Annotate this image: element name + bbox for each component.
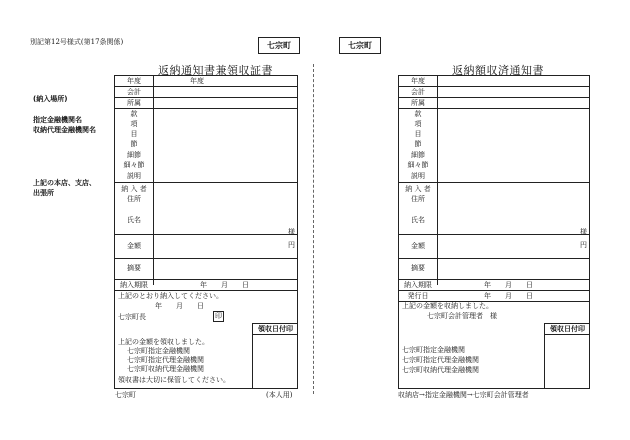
keep-receipt-notice: 領収書は大切に保管してください。 [118, 376, 230, 384]
name-label: 氏名 [127, 216, 141, 224]
payment-place-label: (納入場所) [33, 95, 68, 103]
r-address-label: 住所 [411, 195, 425, 203]
notice-date: 年 月 日 [155, 302, 204, 310]
deadline-label: 納入期限 [120, 281, 148, 289]
r-receipt-date-stamp-label: 領収日付印 [545, 324, 590, 335]
item-kan-label: 款 [130, 110, 138, 118]
yen-unit: 円 [288, 241, 295, 249]
amount-label: 金額 [127, 242, 141, 250]
payer-label: 納 入 者 [121, 185, 147, 193]
r-item-kan-label: 款 [414, 110, 422, 118]
item-kou-label: 項 [130, 120, 138, 128]
r-honorific-sama: 様 [580, 228, 587, 236]
bank-collection-agent: 七宗町収納代理金融機関 [127, 365, 204, 373]
r-deadline-value: 年 月 日 [484, 281, 533, 289]
r-name-label: 氏名 [411, 216, 425, 224]
r-footer-routing: 収納店→指定金融機関→七宗町会計管理者 [398, 391, 529, 399]
r-bank-designated: 七宗町指定金融機関 [402, 346, 465, 354]
branch-label: 上記の本店、支店、 [33, 179, 96, 187]
r-deadline-label: 納入期限 [404, 281, 432, 289]
footer-copy-type: (本人用) [266, 391, 293, 399]
footer-town: 七宗町 [115, 391, 136, 399]
right-form [398, 75, 590, 389]
r-received-text: 上記の金額を収納しました。 [402, 302, 493, 310]
r-item-kou-label: 項 [414, 120, 422, 128]
item-saisetsu-label: 細節 [127, 151, 141, 159]
deadline-value: 年 月 日 [200, 281, 249, 289]
r-issue-date-label: 発行日 [407, 292, 429, 300]
left-form [114, 75, 298, 389]
r-item-setsu-label: 節 [414, 140, 422, 148]
mayor-name: 七宗町長 [118, 313, 146, 321]
receipt-date-stamp-label: 領収日付印 [253, 324, 298, 335]
seal-box: 印 [215, 312, 222, 320]
r-department-label: 所属 [411, 99, 425, 107]
r-fiscal-year-label: 年度 [411, 77, 425, 85]
received-text: 上記の金額を領収しました。 [118, 338, 209, 346]
fiscal-year-label: 年度 [127, 77, 141, 85]
r-item-moku-label: 目 [414, 130, 422, 138]
r-summary-label: 摘要 [411, 264, 425, 272]
item-explanation-label: 説明 [127, 172, 141, 180]
r-payer-label: 納 入 者 [405, 185, 431, 193]
cut-line [313, 64, 314, 394]
r-bank-collection-agent: 七宗町収納代理金融機関 [402, 366, 479, 374]
r-bank-designated-agent: 七宗町指定代理金融機関 [402, 356, 479, 364]
designated-bank-label: 指定金融機関名 [33, 116, 82, 124]
r-item-explanation-label: 説明 [411, 172, 425, 180]
r-issue-date-value: 年 月 日 [484, 292, 533, 300]
form-number-note: 別記第12号様式(第17条関係) [30, 38, 124, 46]
item-setsu-label: 節 [130, 140, 138, 148]
item-saisaisetsu-label: 細々節 [123, 161, 145, 169]
left-form-title: 返納通知書兼領収証書 [158, 64, 273, 77]
r-yen-unit: 円 [580, 241, 587, 249]
summary-label: 摘要 [127, 264, 141, 272]
bank-designated-agent: 七宗町指定代理金融機関 [127, 356, 204, 364]
r-item-saisaisetsu-label: 細々節 [407, 161, 429, 169]
stamp-box-right: 七宗町 [339, 37, 381, 54]
address-label: 住所 [127, 195, 141, 203]
r-item-saisetsu-label: 細節 [411, 151, 425, 159]
payment-request: 上記のとおり納入してください。 [118, 292, 223, 300]
fiscal-year-value: 年度 [190, 77, 204, 85]
honorific-sama: 様 [288, 228, 295, 236]
r-treasurer: 七宗町会計管理者 様 [427, 312, 497, 320]
stamp-box-left: 七宗町 [258, 37, 300, 54]
r-account-label: 会計 [411, 88, 425, 96]
item-moku-label: 目 [130, 130, 138, 138]
branch-label-2: 出張所 [33, 189, 54, 197]
department-label: 所属 [127, 99, 141, 107]
r-receipt-date-stamp-area [544, 323, 590, 388]
agent-bank-label: 収納代理金融機関名 [33, 126, 96, 134]
right-form-title: 返納額収済通知書 [452, 64, 544, 77]
account-label: 会計 [127, 88, 141, 96]
receipt-date-stamp-area [252, 323, 298, 388]
r-amount-label: 金額 [411, 242, 425, 250]
bank-designated: 七宗町指定金融機関 [127, 347, 190, 355]
